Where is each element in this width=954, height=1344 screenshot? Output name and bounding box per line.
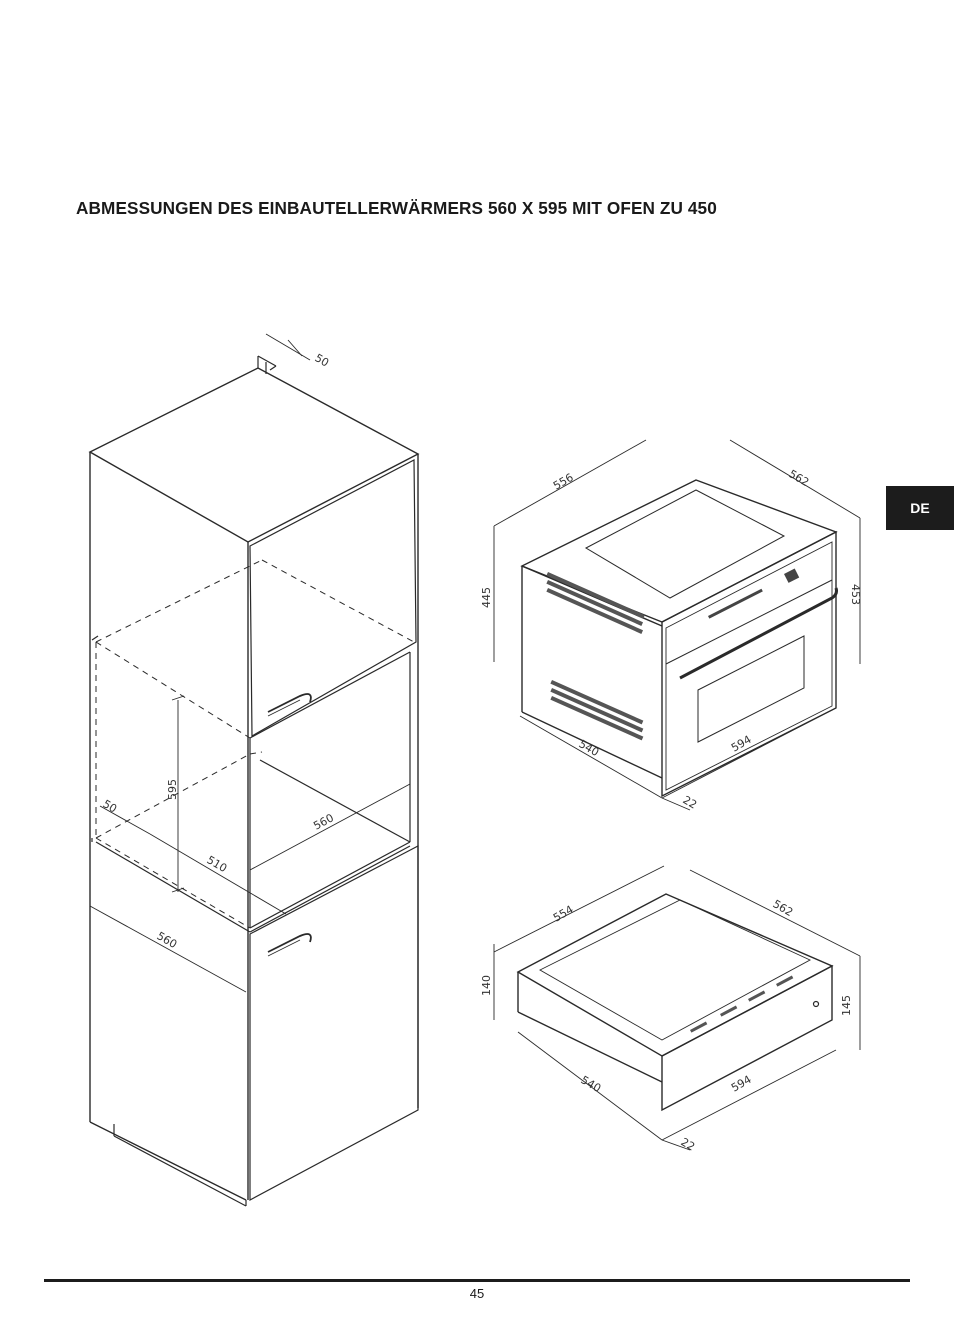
oven-dim-width-top: 562 <box>786 467 812 490</box>
language-tab[interactable]: DE <box>886 486 954 530</box>
dim-top-depth: 50 <box>312 351 332 370</box>
warmer-dim-height-front: 145 <box>840 995 853 1016</box>
dim-cabinet-width: 560 <box>154 929 180 952</box>
dim-niche-height: 595 <box>166 779 179 800</box>
footer-rule <box>44 1279 910 1282</box>
warmer-drawing <box>480 866 860 1154</box>
oven-dim-width-front: 594 <box>729 732 754 755</box>
oven-dim-depth-top: 556 <box>551 470 576 493</box>
warmer-dim-height-body: 140 <box>480 975 493 996</box>
oven-dim-height-front: 453 <box>849 584 862 605</box>
dim-niche-width: 560 <box>311 811 336 833</box>
warmer-dim-depth-top: 554 <box>551 902 576 925</box>
dim-niche-depth: 510 <box>204 853 230 876</box>
warmer-dim-front-thickness: 22 <box>678 1135 698 1154</box>
oven-dim-front-thickness: 22 <box>680 793 700 812</box>
warmer-dim-depth-bottom: 540 <box>578 1073 604 1096</box>
cabinet-drawing <box>90 334 418 1206</box>
page-number: 45 <box>469 1286 485 1301</box>
warmer-dim-width-top: 562 <box>770 897 796 920</box>
oven-drawing <box>480 440 862 812</box>
dim-niche-left-depth: 50 <box>100 797 120 816</box>
page-title: ABMESSUNGEN DES EINBAUTELLERWÄRMERS 560 X 595 MIT OFEN ZU 450 <box>76 198 717 218</box>
oven-dim-depth-bottom: 540 <box>576 737 602 760</box>
warmer-dim-width-front: 594 <box>729 1072 754 1095</box>
oven-dim-height-body: 445 <box>480 587 493 608</box>
